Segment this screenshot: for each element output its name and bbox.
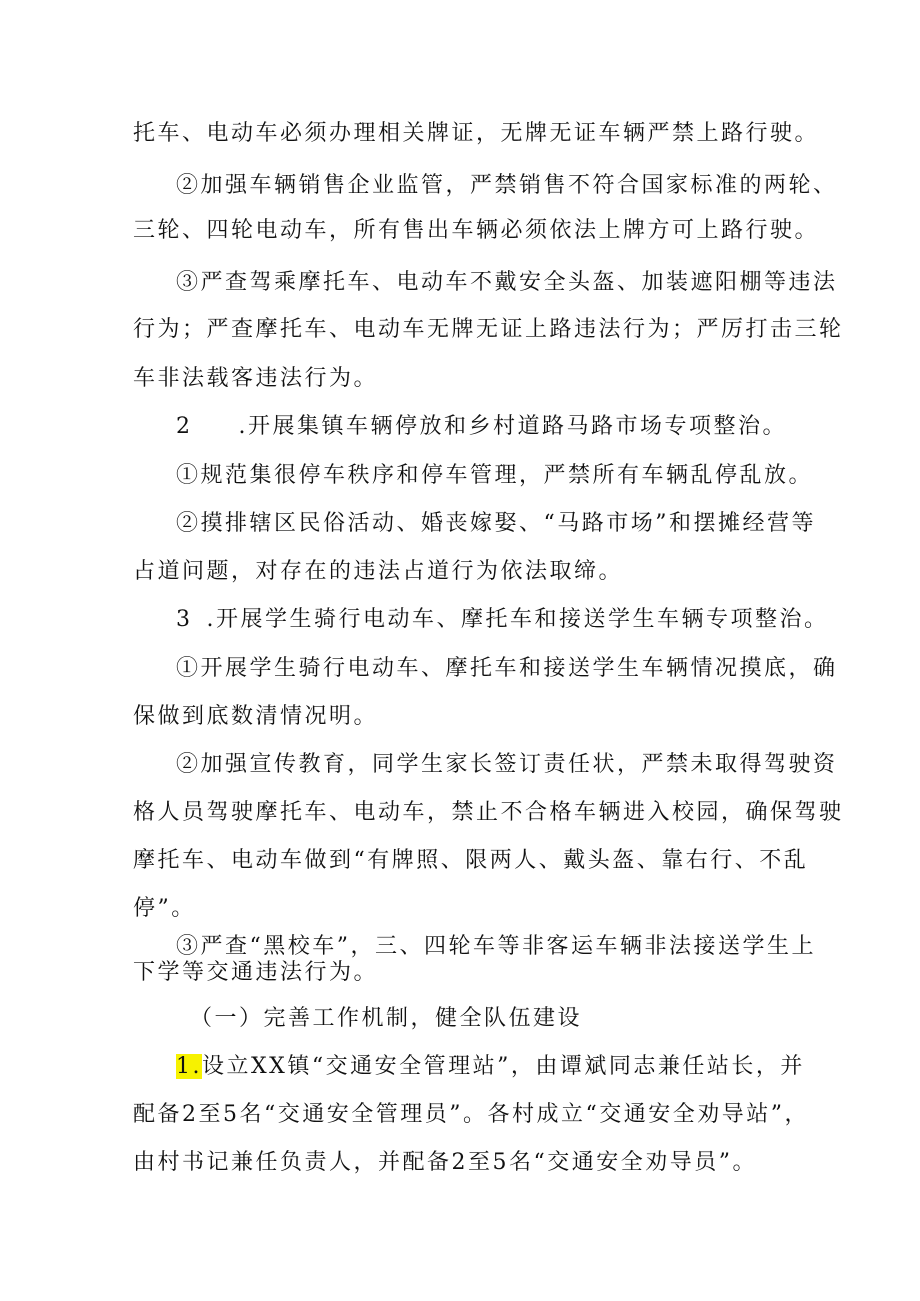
line-text: 三轮、四轮电动车，所有售出车辆必须依法上牌方可上路行驶。 bbox=[133, 218, 820, 243]
line-text: 配备2至5名“交通安全管理员”。各村成立“交通安全劝导站”， bbox=[133, 1102, 809, 1127]
line-text: 托车、电动车必须办理相关牌证，无牌无证车辆严禁上路行驶。 bbox=[133, 121, 820, 146]
paragraph-line bbox=[133, 1148, 757, 1178]
paragraph-line bbox=[133, 846, 808, 876]
paragraph-line bbox=[133, 216, 819, 246]
line-text: 停”。 bbox=[133, 896, 196, 921]
line-text: ③严查“黑校车”，三、四轮车等非客运车辆非法接送学生上 bbox=[176, 934, 816, 959]
paragraph-line bbox=[176, 654, 838, 684]
line-text: .开展学生骑行电动车、摩托车和接送学生车辆专项整治。 bbox=[206, 607, 829, 632]
paragraph-line bbox=[133, 364, 378, 394]
paragraph-line bbox=[133, 798, 844, 828]
line-text: ①规范集很停车秩序和停车管理，严禁所有车辆乱停乱放。 bbox=[176, 463, 814, 488]
subsection-heading bbox=[190, 1004, 582, 1034]
paragraph-line bbox=[176, 1052, 805, 1082]
paragraph-line bbox=[133, 1100, 809, 1130]
paragraph-line bbox=[133, 958, 378, 988]
paragraph-line bbox=[133, 702, 378, 732]
paragraph-line bbox=[133, 119, 819, 149]
line-text: 格人员驾驶摩托车、电动车，禁止不合格车辆进入校园，确保驾驶 bbox=[133, 800, 844, 825]
line-text: 设立XX镇“交通安全管理站”，由谭斌同志兼任站长，并 bbox=[202, 1054, 805, 1079]
line-text: ②加强车辆销售企业监管，严禁销售不符合国家标准的两轮、 bbox=[176, 173, 838, 198]
paragraph-line bbox=[176, 509, 816, 539]
paragraph-line bbox=[176, 750, 838, 780]
line-text: 由村书记兼任负责人，并配备2至5名“交通安全劝导员”。 bbox=[133, 1150, 757, 1175]
section-number: 2 bbox=[176, 414, 193, 439]
line-text: 下学等交通违法行为。 bbox=[133, 960, 379, 985]
line-text: .开展集镇车辆停放和乡村道路马路市场专项整治。 bbox=[238, 414, 787, 439]
line-text: 占道问题，对存在的违法占道行为依法取缔。 bbox=[133, 559, 624, 584]
line-text: 摩托车、电动车做到“有牌照、限两人、戴头盔、靠右行、不乱 bbox=[133, 848, 809, 873]
line-text: 行为；严查摩托车、电动车无牌无证上路违法行为；严厉打击三轮 bbox=[133, 317, 844, 342]
line-text: （一）完善工作机制，健全队伍建设 bbox=[190, 1006, 583, 1031]
line-text: ①开展学生骑行电动车、摩托车和接送学生车辆情况摸底，确 bbox=[176, 656, 838, 681]
section-heading-3 bbox=[176, 605, 829, 635]
paragraph-line bbox=[133, 315, 844, 345]
paragraph-line bbox=[133, 894, 196, 924]
line-text: ②加强宣传教育，同学生家长签订责任状，严禁未取得驾驶资 bbox=[176, 752, 838, 777]
line-text: 保做到底数清情况明。 bbox=[133, 704, 379, 729]
paragraph-line bbox=[133, 557, 623, 587]
section-number: 3 bbox=[176, 607, 193, 632]
paragraph-line bbox=[176, 268, 838, 298]
line-text: ②摸排辖区民俗活动、婚丧嫁娶、“马路市场”和摆摊经营等 bbox=[176, 511, 816, 536]
paragraph-line bbox=[176, 461, 813, 491]
paragraph-line bbox=[176, 171, 838, 201]
line-text: ③严查驾乘摩托车、电动车不戴安全头盔、加装遮阳棚等违法 bbox=[176, 270, 838, 295]
line-text: 车非法载客违法行为。 bbox=[133, 366, 379, 391]
section-heading-2 bbox=[176, 412, 787, 442]
highlighted-number: 1. bbox=[176, 1054, 202, 1079]
